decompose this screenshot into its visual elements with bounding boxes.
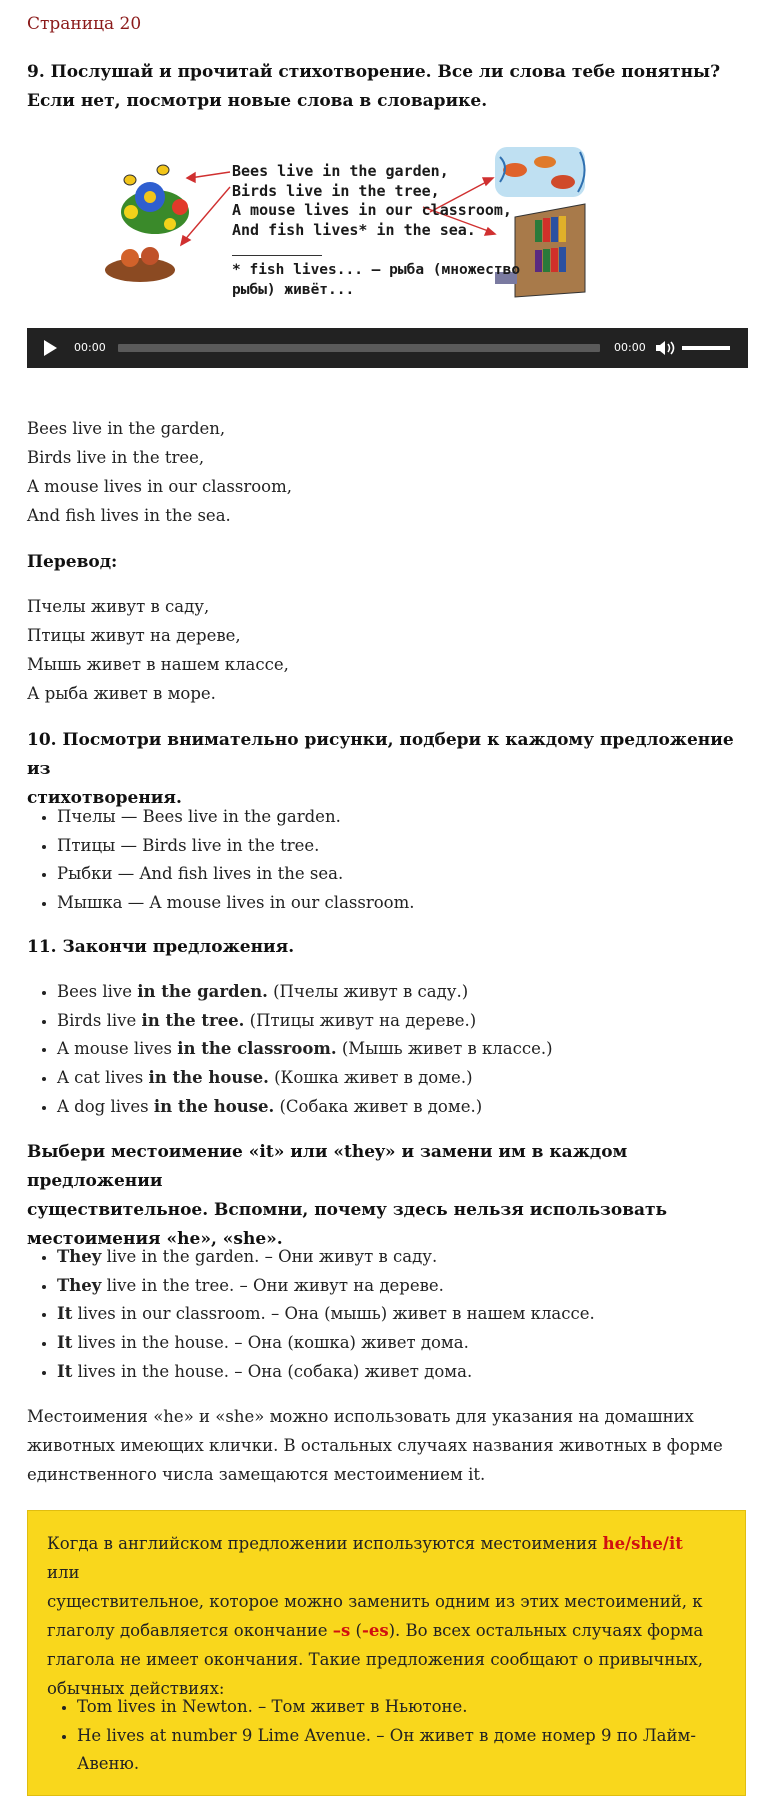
item-start: Bees live [57,982,138,1001]
poem-line: And fish lives in the sea. [27,506,231,525]
translation-line: Птицы живут на дереве, [27,626,241,645]
duration: 00:00 [614,341,646,354]
progress-track[interactable] [118,344,600,352]
current-time: 00:00 [74,341,106,354]
item-rest: (Собака живет в доме.) [274,1096,483,1116]
note-text-part: ). Во всех остальных случаях форма [388,1621,704,1640]
poem-line: Bees live in the garden, [27,419,226,438]
footnote-line: рыбы) живёт... [232,282,355,298]
pronoun-task-heading [27,1138,748,1254]
note-line: существительное, которое можно заменить одним из этих местоимений, к [47,1592,703,1611]
translation-line: Мышь живет в нашем классе, [27,655,289,674]
poem-line: Birds live in the tree, [27,448,205,467]
list-item: • Мышка — A mouse lives in our classroom. [57,889,775,918]
list-item [57,1007,775,1036]
task10-heading [27,726,748,813]
list-item: • He lives at number 9 Lime Avenue. – Он живет в доме номер 9 по Лайм-Авеню. [77,1722,717,1779]
list-item [57,1272,775,1301]
task9-heading-line: 9. Послушай и прочитай стихотворение. Все ли слова тебе понятны? [27,62,721,82]
illustration-footnote [232,260,520,300]
flowers-bees-drawing [121,165,189,234]
poem-illustration [95,142,675,306]
translation-line: А рыба живет в море. [27,684,216,703]
task9-heading [27,58,748,116]
list-item [57,1358,775,1387]
task9-heading-line: Если нет, посмотри новые слова в словарике. [27,91,488,111]
audio-player [27,328,748,368]
item-bold: It [57,1361,73,1381]
note-highlight: he/she/it [602,1534,683,1553]
item-start: A mouse lives [57,1039,178,1059]
item-bold: They [57,1275,102,1295]
list-item [57,1093,775,1122]
item-bold: in the house. [148,1068,269,1088]
task11-list [27,978,775,1122]
item-bold: They [57,1247,102,1266]
explanation-line: единственного числа замещаются местоимением it. [27,1465,486,1484]
pronoun-list [27,1243,775,1387]
item-start: A cat lives [57,1068,149,1088]
item-rest: (Птицы живут на дереве.) [244,1010,477,1030]
task10-heading-line: 10. Посмотри внимательно рисунки, подбери к каждому предложение из [27,730,734,779]
nest-birds-drawing [105,247,175,282]
illustration-poem-line: And fish lives* in the sea. [232,220,476,239]
note-text-part: глаголу добавляется окончание [47,1621,333,1640]
poem-line: A mouse lives in our classroom, [27,477,292,496]
list-item: • Птицы — Birds live in the tree. [57,832,775,861]
note-text-part: ( [350,1621,362,1640]
note-text-part: Когда в английском предложении используются местоимения [47,1534,603,1553]
footnote-rule [232,255,322,256]
play-icon[interactable] [44,340,57,356]
note-text-part: или [47,1563,80,1582]
item-start: A dog lives [57,1096,154,1116]
illustration-poem-line: Bees live in the garden, [232,162,449,180]
list-item [57,1300,775,1329]
list-item [57,978,775,1007]
item-rest: (Кошка живет в доме.) [268,1068,473,1088]
item-bold: It [57,1333,73,1353]
translation [27,592,748,708]
footnote-line: * fish lives... — рыба (множество [232,262,521,278]
pronoun-heading-line: существительное. Вспомни, почему здесь нельзя использовать [27,1200,668,1220]
item-bold: in the tree. [141,1010,245,1030]
pronoun-heading-line: Выбери местоимение «it» или «they» и замени им в каждом предложении [27,1142,628,1191]
page-title: Страница 20 [27,14,142,34]
illustration-poem [232,162,512,240]
illustration-poem-line: A mouse lives in our classroom, [232,201,512,219]
list-item: • Пчелы — Bees live in the garden. [57,803,775,832]
note-line [47,1529,717,1587]
translation-label: Перевод: [27,552,118,572]
note-list [47,1693,717,1779]
item-rest: lives in the house. – Она (кошка) живет дома. [72,1333,469,1353]
list-item [57,1329,775,1358]
note-line: обычных действиях: [47,1679,225,1698]
item-bold: in the garden. [137,982,268,1001]
task11-heading: 11. Закончи предложения. [27,937,295,957]
note-text [47,1529,717,1703]
list-item [57,1035,775,1064]
explanation-line: животных имеющих клички. В остальных случаях названия животных в форме [27,1436,723,1455]
list-item: • Tom lives in Newton. – Том живет в Ньютоне. [77,1693,717,1722]
note-line: глагола не имеет окончания. Такие предложения сообщают о привычных, [47,1650,704,1669]
poem [27,414,748,530]
pronoun-heading-line: местоимения «he», «she». [27,1229,283,1249]
task10-list [27,803,775,918]
item-rest: lives in the house. – Она (собака) живет дома. [72,1361,473,1381]
list-item [57,1243,775,1272]
item-start: Birds live [57,1010,142,1030]
volume-icon[interactable] [654,339,676,357]
list-item [57,1064,775,1093]
item-rest: (Пчелы живут в саду.) [267,982,469,1001]
item-rest: live in the tree. – Они живут на дереве. [101,1275,444,1295]
task10-heading-line: стихотворения. [27,788,182,808]
list-item: • Рыбки — And fish lives in the sea. [57,860,775,889]
note-highlight: –s [332,1621,351,1640]
item-rest: (Мышь живет в классе.) [336,1039,553,1059]
grammar-note [27,1510,746,1796]
note-line [47,1616,717,1645]
illustration-poem-line: Birds live in the tree, [232,181,440,200]
item-bold: It [57,1304,73,1324]
item-rest: live in the garden. – Они живут в саду. [101,1247,438,1266]
pronoun-explanation [27,1402,748,1489]
note-highlight: -es [361,1621,389,1640]
explanation-line: Местоимения «he» и «she» можно использовать для указания на домашних [27,1407,694,1426]
item-bold: in the classroom. [177,1039,337,1059]
item-rest: lives in our classroom. – Она (мышь) живет в нашем классе. [72,1304,595,1324]
translation-line: Пчелы живут в саду, [27,597,210,616]
volume-slider[interactable] [682,346,730,350]
item-bold: in the house. [153,1096,275,1116]
